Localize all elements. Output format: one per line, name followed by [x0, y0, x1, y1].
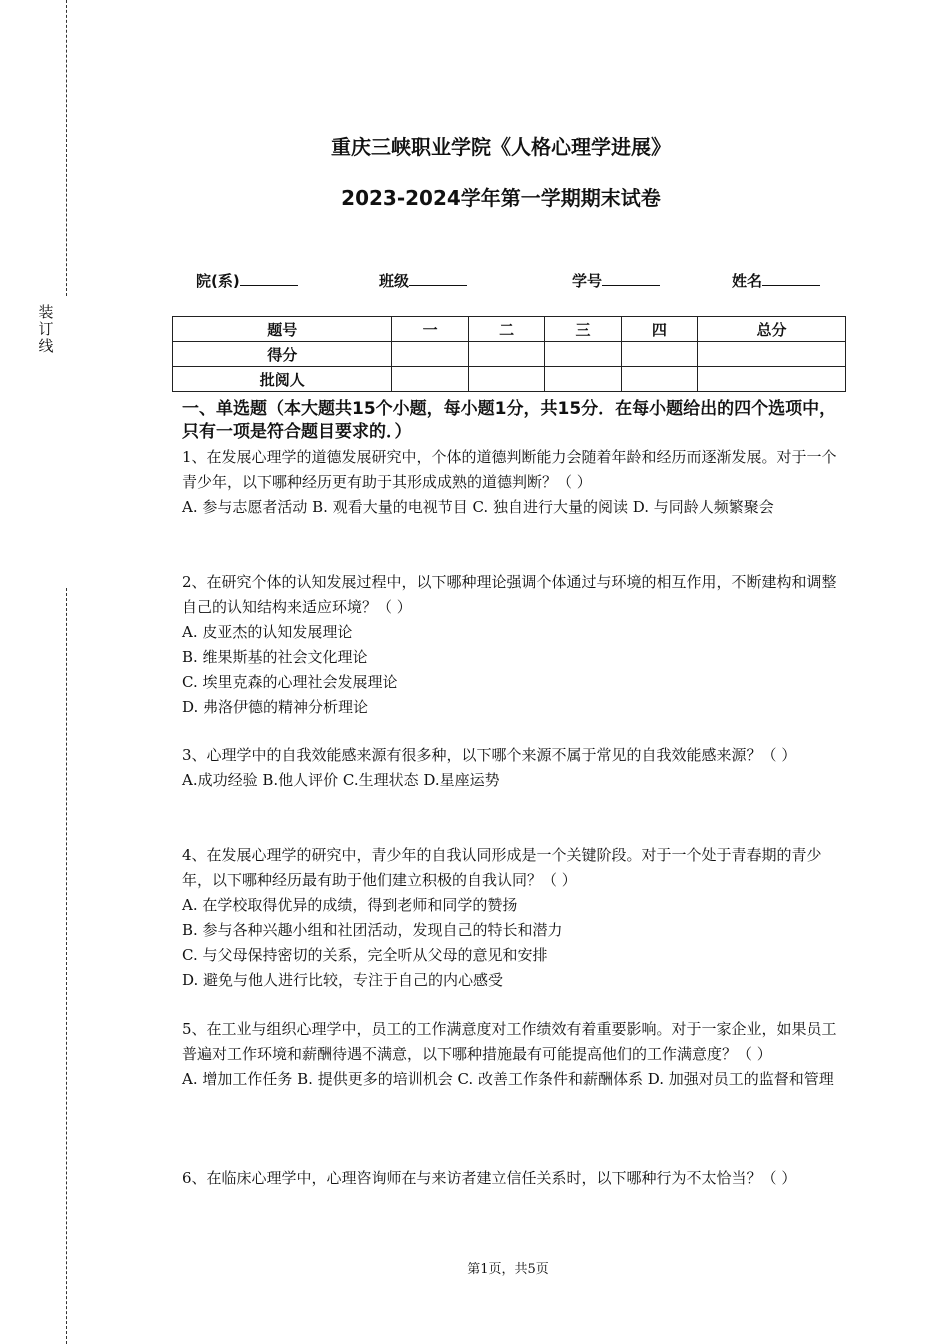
- question-2: [182, 570, 840, 720]
- question-option: B. 参与各种兴趣小组和社团活动，发现自己的特长和潜力: [182, 921, 563, 939]
- score-table: [172, 316, 846, 392]
- department-field[interactable]: 院(系): [196, 270, 298, 291]
- question-option: A. 参与志愿者活动 B. 观看大量的电视节目 C. 独自进行大量的阅读 D. 与同龄人频繁聚会: [182, 498, 774, 516]
- question-option: A. 在学校取得优异的成绩，得到老师和同学的赞扬: [182, 896, 518, 914]
- reviewer-row: 批阅人: [173, 367, 846, 392]
- score-row: 得分: [173, 342, 846, 367]
- section-heading: 一、单选题（本大题共15个小题，每小题1分，共15分．在每小题给出的四个选项中，只有一项是符合题目要求的．）: [182, 399, 837, 442]
- question-option: B. 维果斯基的社会文化理论: [182, 648, 368, 666]
- score-table-header-row: 题号 一 二 三 四 总分: [173, 317, 846, 342]
- page-number: 第1页，共5页: [467, 1262, 549, 1277]
- question-option: D. 弗洛伊德的精神分析理论: [182, 698, 369, 716]
- question-option: A. 增加工作任务 B. 提供更多的培训机会 C. 改善工作条件和薪酬体系 D. 加强对员工的监督和管理: [182, 1070, 834, 1088]
- class-field[interactable]: 班级: [379, 270, 467, 291]
- question-stem: 1、在发展心理学的道德发展研究中，个体的道德判断能力会随着年龄和经历而逐渐发展。对于一个青少年，以下哪种经历更有助于其形成成熟的道德判断？（ ）: [182, 448, 837, 491]
- question-stem: 2、在研究个体的认知发展过程中，以下哪种理论强调个体通过与环境的相互作用，不断建构和调整自己的认知结构来适应环境？（ ）: [182, 573, 837, 616]
- question-4: [182, 843, 840, 993]
- binding-line-bottom: [66, 588, 67, 1344]
- exam-title: 重庆三峡职业学院《人格心理学进展》: [331, 135, 671, 159]
- question-option: D. 避免与他人进行比较，专注于自己的内心感受: [182, 971, 504, 989]
- question-option: C. 与父母保持密切的关系，完全听从父母的意见和安排: [182, 946, 548, 964]
- question-stem: 5、在工业与组织心理学中，员工的工作满意度对工作绩效有着重要影响。对于一家企业，如果员工普遍对工作环境和薪酬待遇不满意，以下哪种措施最有可能提高他们的工作满意度？（ ）: [182, 1020, 837, 1063]
- question-option: C. 埃里克森的心理社会发展理论: [182, 673, 398, 691]
- binding-label: 装 订 线: [38, 303, 54, 355]
- name-field[interactable]: 姓名: [732, 270, 820, 291]
- question-stem: 6、在临床心理学中，心理咨询师在与来访者建立信任关系时，以下哪种行为不太恰当？（ ）: [182, 1169, 797, 1187]
- question-6: [182, 1166, 840, 1191]
- question-stem: 3、心理学中的自我效能感来源有很多种，以下哪个来源不属于常见的自我效能感来源？（ ）: [182, 746, 797, 764]
- question-option: A.成功经验 B.他人评价 C.生理状态 D.星座运势: [182, 771, 500, 789]
- exam-subtitle: 2023-2024学年第一学期期末试卷: [341, 186, 661, 210]
- question-5: [182, 1017, 840, 1092]
- question-stem: 4、在发展心理学的研究中，青少年的自我认同形成是一个关键阶段。对于一个处于青春期的青少年，以下哪种经历最有助于他们建立积极的自我认同？（ ）: [182, 846, 822, 889]
- question-1: [182, 445, 840, 520]
- question-option: A. 皮亚杰的认知发展理论: [182, 623, 353, 641]
- student-id-field[interactable]: 学号: [572, 270, 660, 291]
- question-3: [182, 743, 840, 793]
